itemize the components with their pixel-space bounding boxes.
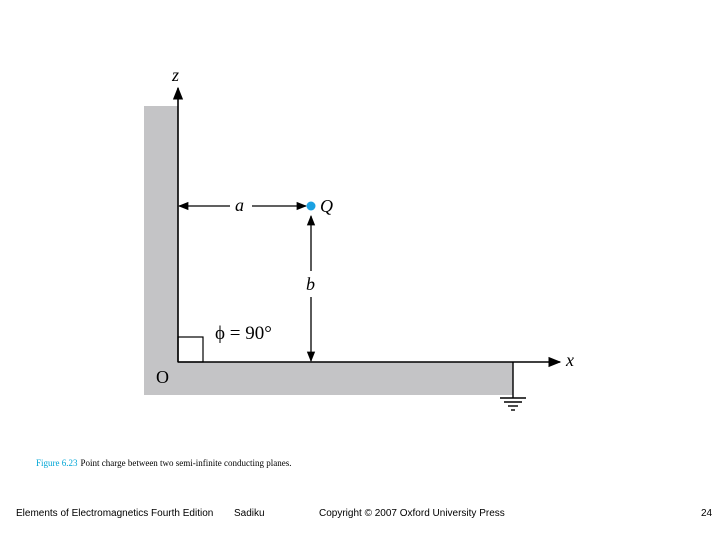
z-axis-label: z xyxy=(172,65,180,85)
figure-number: Figure 6.23 xyxy=(36,458,78,468)
page-number: 24 xyxy=(701,508,713,519)
charge-label: Q xyxy=(320,196,333,216)
footer-author: Sadiku xyxy=(234,508,265,519)
figure-caption xyxy=(36,458,292,468)
x-axis-label: x xyxy=(566,350,574,370)
angle-label: ϕ = 90° xyxy=(215,323,272,344)
point-charge-q xyxy=(307,202,316,211)
footer-copyright: Copyright © 2007 Oxford University Press xyxy=(319,508,505,519)
footer-book-title: Elements of Electromagnetics Fourth Edition xyxy=(16,508,214,519)
right-angle-marker xyxy=(178,337,203,362)
distance-b-label: b xyxy=(306,274,315,294)
caption-text: Point charge between two semi-infinite conducting planes. xyxy=(80,458,292,468)
conducting-planes xyxy=(144,106,513,395)
origin-label: O xyxy=(156,367,169,387)
distance-a-label: a xyxy=(235,195,244,215)
